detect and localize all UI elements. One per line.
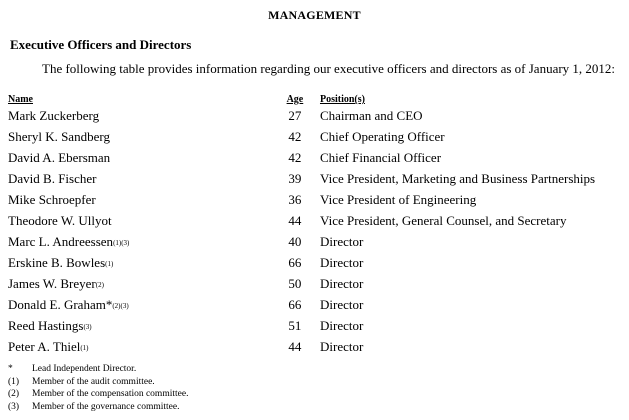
officer-age: 66 — [288, 254, 302, 270]
officer-name — [8, 336, 272, 357]
table-row — [8, 126, 629, 147]
table-row — [8, 231, 629, 252]
officer-name — [8, 231, 272, 252]
officer-age: 44 — [288, 338, 302, 354]
officer-age: 39 — [288, 170, 302, 186]
footnote-mark: (2) — [8, 389, 20, 399]
table-row — [8, 105, 629, 126]
officer-age: 42 — [288, 128, 302, 144]
name-text: Mark Zuckerberg — [8, 107, 100, 123]
name-text: Mike Schroepfer — [8, 191, 96, 207]
footnote — [8, 388, 188, 401]
footnote-mark: * — [8, 364, 13, 374]
table-row — [8, 273, 629, 294]
subsection-heading: Executive Officers and Directors — [10, 37, 192, 52]
officer-age: 42 — [288, 149, 302, 165]
footnote-text: Lead Independent Director. — [32, 364, 137, 374]
name-text: Theodore W. Ullyot — [8, 212, 112, 228]
table-row — [8, 315, 629, 336]
officer-name — [8, 189, 272, 210]
table-row — [8, 294, 629, 315]
footnote-text: Member of the audit committee. — [32, 376, 155, 387]
officer-name — [8, 168, 272, 189]
officer-position: Chairman and CEO — [319, 107, 423, 123]
officer-name — [8, 252, 272, 273]
footnote-ref: (1) — [105, 259, 114, 268]
header-age: Age — [286, 94, 304, 105]
officer-age: 50 — [288, 275, 302, 291]
name-text: Peter A. Thiel — [8, 338, 81, 354]
header-name: Name — [8, 94, 33, 105]
footnote-ref: (1) — [80, 343, 89, 352]
name-text: James W. Breyer — [8, 275, 96, 291]
officer-position: Vice President, General Counsel, and Secretary — [319, 212, 567, 228]
officer-position: Director — [319, 275, 364, 291]
footnote-text: Member of the governance committee. — [32, 401, 180, 412]
officer-position: Director — [319, 233, 364, 249]
table-row — [8, 210, 629, 231]
table-row — [8, 168, 629, 189]
footnote-ref: (2)(3) — [112, 301, 129, 310]
officer-age: 36 — [288, 191, 302, 207]
footnote-mark: (1) — [8, 376, 20, 387]
table-header-row — [8, 89, 629, 105]
name-text: Reed Hastings — [8, 317, 84, 333]
name-text: David B. Fischer — [8, 170, 97, 186]
officer-position: Director — [319, 296, 364, 312]
officer-position: Director — [319, 338, 364, 354]
officer-name — [8, 294, 272, 315]
intro-paragraph: The following table provides information regarding our executive officers and directors as of January 1, 2012: — [42, 61, 616, 76]
officer-age: 51 — [288, 317, 302, 333]
footnote-mark: (3) — [8, 401, 20, 412]
table-row — [8, 147, 629, 168]
table-row — [8, 252, 629, 273]
officer-name — [8, 210, 272, 231]
officer-name — [8, 147, 272, 168]
name-text: David A. Ebersman — [8, 149, 111, 165]
officer-name — [8, 105, 272, 126]
name-text: Donald E. Graham* — [8, 296, 113, 312]
footnote-ref: (3) — [83, 322, 92, 331]
table-row — [8, 336, 629, 357]
officer-position: Chief Financial Officer — [319, 149, 442, 165]
officer-age: 44 — [288, 212, 302, 228]
name-text: Erskine B. Bowles — [8, 254, 106, 270]
footnote-ref: (1)(3) — [113, 238, 130, 247]
footnote — [8, 363, 188, 376]
officer-age: 40 — [288, 233, 302, 249]
section-heading: MANAGEMENT — [268, 8, 361, 22]
footnote-ref: (2) — [95, 280, 104, 289]
footnote — [8, 376, 188, 389]
footnotes — [8, 363, 188, 413]
officer-position: Vice President, Marketing and Business Partnerships — [319, 170, 596, 186]
name-text: Marc L. Andreessen — [8, 233, 114, 249]
officer-age: 66 — [288, 296, 302, 312]
officer-name — [8, 126, 272, 147]
officer-position: Director — [319, 317, 364, 333]
footnote-text: Member of the compensation committee. — [32, 389, 189, 399]
officer-name — [8, 315, 272, 336]
officer-position: Director — [319, 254, 364, 270]
footnote — [8, 401, 188, 414]
officers-table — [8, 89, 629, 357]
name-text: Sheryl K. Sandberg — [8, 128, 110, 144]
officer-name — [8, 273, 272, 294]
officer-position: Chief Operating Officer — [319, 128, 445, 144]
officer-position: Vice President of Engineering — [319, 191, 477, 207]
officer-age: 27 — [288, 107, 302, 123]
table-row — [8, 189, 629, 210]
header-position: Position(s) — [319, 94, 365, 105]
